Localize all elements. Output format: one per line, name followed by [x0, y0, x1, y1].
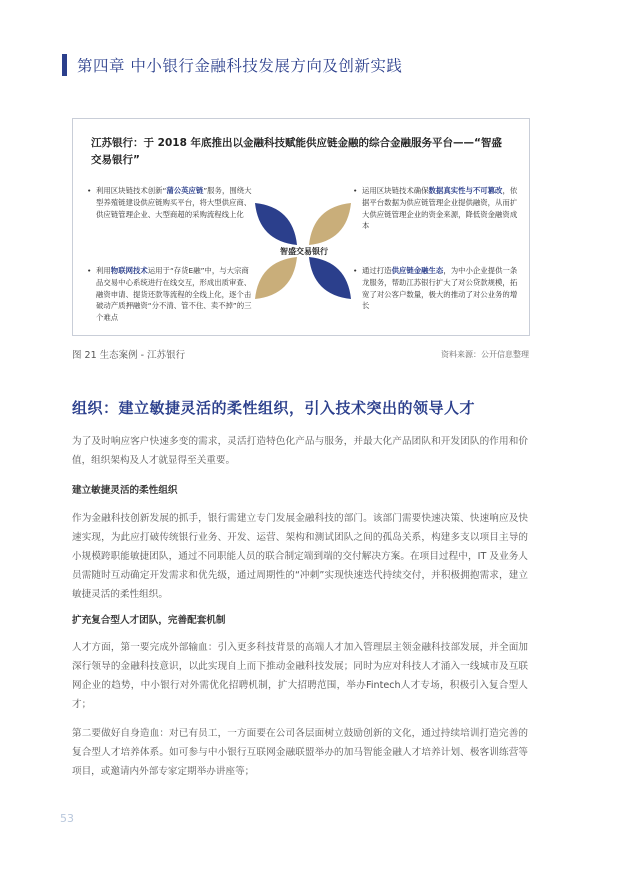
figure-title: 江苏银行：于 2018 年底推出以金融科技赋能供应链金融的综合金融服务平台——“智盛交易银行”: [91, 137, 502, 166]
bullet-highlight: 供应链金融生态: [391, 266, 444, 275]
agile-org-paragraph: 作为金融科技创新发展的抓手，银行需建立专门发展金融科技的部门。该部门需要快速决策、快速响应及快速实现，为此应打破传统银行业务、开发、运营、架构和测试团队之间的孤岛关系，构建多支以项目主导的小规模跨职能敏捷团队，通过不同职能人员的联合制定端到端的交付解决方案。在项目过程中，IT 及业务人员需随时互动确定开发需求和优先级，通过周期性的“冲刺”实现快速迭代持续交付，并积极拥抱需求，建立敏捷灵活的柔性组织。: [72, 513, 528, 600]
figure-source: 资料来源：公开信息整理: [441, 350, 529, 359]
petal-top-left: [255, 203, 297, 245]
section-title: 组织：建立敏捷灵活的柔性组织，引入技术突出的领导人才: [72, 399, 476, 417]
talent-paragraph-1: 人才方面，第一要完成外部输血：引入更多科技背景的高端人才加入管理层主领金融科技部发展，并全面加深行领导的金融科技意识，以此实现自上而下推动金融科技发展；同时为应对科技人才涌入一线城市及互联网企业的趋势，中小银行对外需优化招聘机制，扩大招聘范围，举办Fintech人才专场，积极引入复合型人才；: [72, 642, 528, 710]
bullet-text: 运用区块链技术确保: [362, 186, 429, 195]
bullet-text: ，依据平台数据为供应链管理企业提供融资，从而扩大供应链管理企业的资金来源，降低资金融资成本: [362, 186, 518, 231]
bullet-dot-icon: •: [353, 266, 358, 275]
petal-bottom-left: [255, 257, 297, 299]
subheading-agile-org: 建立敏捷灵活的柔性组织: [72, 485, 178, 496]
chapter-title: 第四章 中小银行金融科技发展方向及创新实践: [77, 57, 403, 75]
figure-bullet-3: [353, 185, 518, 232]
ecosystem-figure: [72, 118, 530, 336]
bullet-text: ”服务，围绕大型养殖链建设供应链购买平台，将大型供应商、供应链管理企业、大型商超的采购流程线上化: [96, 186, 252, 219]
bullet-text: 利用区块链技术创新“: [96, 186, 167, 195]
petal-bottom-right: [309, 257, 351, 299]
talent-paragraph-2: 第二要做好自身造血：对已有员工，一方面要在公司各层面树立鼓励创新的文化，通过持续培训打造完善的复合型人才培养体系。如可参与中小银行互联网金融联盟举办的加马智能金融人才培养计划、极客训练营等项目，或邀请内外部专家定期举办讲座等；: [72, 728, 528, 777]
bullet-dot-icon: •: [353, 186, 358, 195]
bullet-highlight: 数据真实性与不可篡改: [428, 186, 503, 195]
bullet-text: ，为中小企业提供一条龙服务，帮助江苏银行扩大了对公贷款规模，拓宽了对公客户数量，极大的推动了对公业务的增长: [362, 266, 518, 311]
bullet-dot-icon: •: [87, 266, 92, 275]
petal-top-right: [309, 203, 351, 245]
figure-caption: 图 21 生态案例 - 江苏银行: [72, 350, 186, 361]
figure-bullet-1: [87, 185, 252, 220]
bullet-text: 利用: [96, 266, 111, 275]
figure-bullet-2: [87, 265, 252, 324]
bullet-text: 通过打造: [362, 266, 392, 275]
chapter-accent-bar: [62, 54, 67, 76]
figure-bullet-4: [353, 265, 518, 312]
chapter-header: [62, 54, 402, 76]
subheading-talent: 扩充复合型人才团队，完善配套机制: [72, 615, 226, 626]
intro-paragraph: 为了及时响应客户快速多变的需求，灵活打造特色化产品与服务，并最大化产品团队和开发团队的作用和价值，组织架构及人才就显得至关重要。: [72, 436, 528, 466]
bullet-highlight: 物联网技术: [110, 266, 148, 275]
bullet-text: 运用于“存货E融”中，与大宗商品交易中心系统进行在线交互，形成出质审查、融资申请、提货还款等流程的全线上化，逐个击破动产质押融资“分不清、管不住、卖不掉”的三个难点: [96, 266, 252, 323]
page-number: 53: [60, 812, 74, 825]
petal-center-label: 智盛交易银行: [280, 247, 328, 256]
bullet-dot-icon: •: [87, 186, 92, 195]
bullet-highlight: 蒲公英应链: [166, 186, 204, 195]
